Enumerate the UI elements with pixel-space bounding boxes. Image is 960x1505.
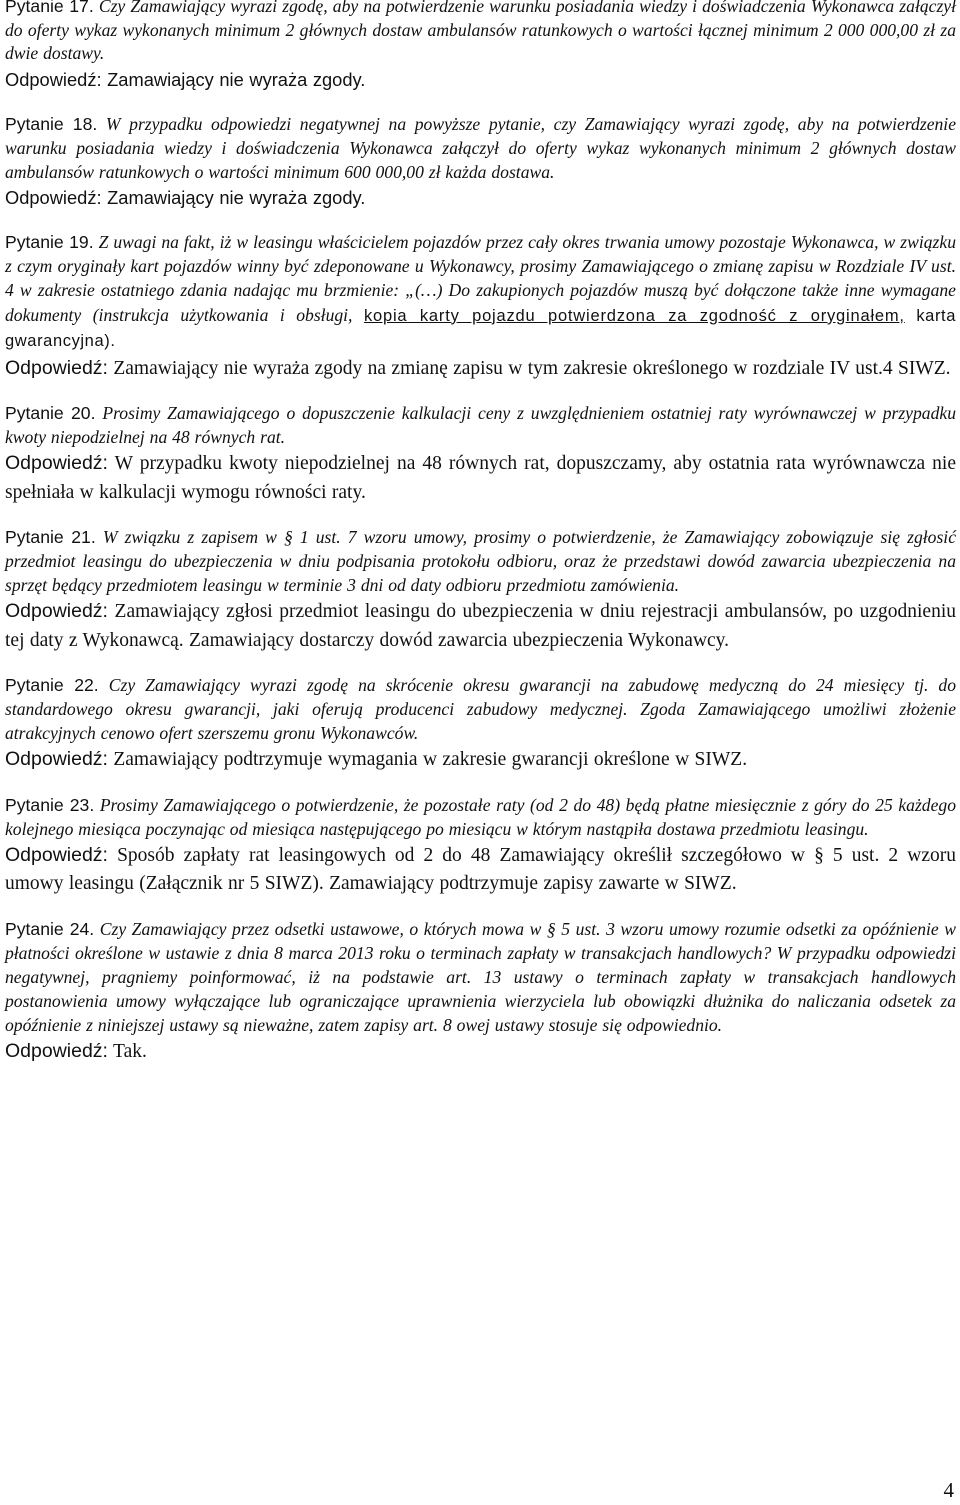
answer-24-text: Tak.: [113, 1040, 147, 1062]
question-19-underlined-text: kopia karty pojazdu potwierdzona za zgodność z oryginałem,: [363, 306, 905, 325]
question-18-label: Pytanie 18.: [5, 113, 98, 134]
answer-18: [5, 184, 956, 212]
question-23-text: Prosimy Zamawiającego o potwierdzenie, że pozostałe raty (od 2 do 48) będą płatne miesięcznie z góry do 25 każdego kolejnego miesiąca poczynając od miesiąca następującego po miesiącu w którym nastąpiła dostawa przedmiotu leasingu.: [5, 794, 956, 839]
question-17-block: [5, 0, 956, 94]
question-18-text: W przypadku odpowiedzi negatywnej na powyższe pytanie, czy Zamawiający wyrazi zgodę, aby na potwierdzenie warunku posiadania wiedzy i doświadczenia Wykonawca załączył do oferty wykaz wykonanych minimum 2 głównych dostaw ambulansów ratunkowych o wartości minimum 600 000,00 zł każda dostawa.: [5, 113, 956, 182]
question-24-label: Pytanie 24.: [5, 918, 95, 939]
question-21-text: W związku z zapisem w § 1 ust. 7 wzoru umowy, prosimy o potwierdzenie, że Zamawiający zobowiązuje się zgłosić przedmiot leasingu do ubezpieczenia w dniu podpisania protokołu odbioru, oraz że przedstawi dowód zawarcia ubezpieczenia na sprzęt będący przedmiotem leasingu w terminie 3 dni od daty odbioru przedmiotu zamówienia.: [5, 527, 956, 596]
question-24-text: Czy Zamawiający przez odsetki ustawowe, o których mowa w § 5 ust. 3 wzoru umowy rozumie odsetki za opóźnienie w płatności określone w ustawie z dnia 8 marca 2013 roku o terminach zapłaty w transakcjach handlowych? W przypadku odpowiedzi negatywnej, pragniemy poinformować, iż na podstawie art. 13 ustawy o terminach zapłaty w transakcjach handlowych postanowienia umowy wyłączające lub ograniczające uprawnienia wierzyciela lub obowiązki dłużnika do naliczania odsetek za opóźnienie z niniejszej ustawy są nieważne, zatem zapisy art. 8 owej ustawy stosuje się odpowiednio.: [5, 918, 956, 1035]
answer-20-label: Odpowiedź:: [5, 452, 108, 475]
question-17-text: Czy Zamawiający wyrazi zgodę, aby na potwierdzenie warunku posiadania wiedzy i doświadczenia Wykonawca załączył do oferty wykaz wykonanych minimum 2 głównych dostaw ambulansów ratunkowych o wartości łącznej minimum 2 000 000,00 zł za dwie dostawy.: [5, 0, 956, 63]
answer-20: [5, 449, 956, 507]
question-20-text: Prosimy Zamawiającego o dopuszczenie kalkulacji ceny z uwzględnieniem ostatniej raty wyrównawczej w przypadku kwoty niepodzielnej na 48 równych rat.: [5, 403, 956, 448]
question-20-block: [5, 401, 956, 507]
question-19-text: Z uwagi na fakt, iż w leasingu właścicielem pojazdów przez cały okres trwania umowy pozostaje Wykonawca, w związku z czym oryginały kart pojazdów winny być zdeponowane u Wykonawcy, prosimy Zamawiającego o zmianę zapisu w Rozdziale IV ust. 4 w zakresie ostatniego zdania nadając mu brzmienie: „(…) Do zakupionych pojazdów muszą być dołączone także inne wymagane dokumenty (instrukcja użytkowania i obsługi,: [5, 231, 956, 325]
question-20: [5, 401, 956, 449]
answer-23-label: Odpowiedź:: [5, 843, 108, 866]
answer-22: [5, 745, 956, 775]
answer-18-label: Odpowiedź:: [5, 186, 102, 208]
question-18: [5, 112, 956, 184]
page-number: 4: [943, 1478, 954, 1502]
question-19: [5, 230, 956, 354]
answer-19-label: Odpowiedź:: [5, 356, 108, 379]
answer-21-label: Odpowiedź:: [5, 600, 108, 623]
question-18-block: [5, 112, 956, 212]
question-24-block: [5, 917, 956, 1067]
question-20-label: Pytanie 20.: [5, 403, 96, 424]
answer-17: [5, 66, 956, 94]
question-22: [5, 673, 956, 745]
answer-18-text: Zamawiający nie wyraża zgody.: [107, 186, 366, 208]
answer-24-label: Odpowiedź:: [5, 1039, 108, 1062]
answer-17-text: Zamawiający nie wyraża zgody.: [107, 68, 366, 90]
question-21: [5, 525, 956, 597]
answer-24: [5, 1037, 956, 1067]
answer-19: [5, 354, 956, 384]
question-23: [5, 793, 956, 841]
answer-20-text: W przypadku kwoty niepodzielnej na 48 równych rat, dopuszczamy, aby ostatnia rata wyrównawcza nie spełniała w kalkulacji wymogu równości raty.: [5, 453, 956, 503]
question-21-block: [5, 525, 956, 655]
answer-23: [5, 841, 956, 899]
question-17: [5, 0, 956, 66]
document-page: [5, 0, 956, 1084]
answer-21: [5, 597, 956, 655]
question-21-label: Pytanie 21.: [5, 527, 96, 548]
question-22-text: Czy Zamawiający wyrazi zgodę na skrócenie okresu gwarancji na zabudowę medyczną do 24 miesięcy tj. do standardowego okresu gwarancji, jaki oferują producenci zabudowy medycznej. Zgoda Zamawiającego umożliwi złożenie atrakcyjnych cenowo ofert szerszemu gronu Wykonawców.: [5, 675, 956, 744]
answer-19-text: Zamawiający nie wyraża zgody na zmianę zapisu w tym zakresie określonego w rozdziale IV ust.4 SIWZ.: [113, 357, 951, 379]
question-22-label: Pytanie 22.: [5, 675, 99, 696]
question-19-text-end: karta gwarancyjna).: [5, 306, 957, 351]
answer-22-text: Zamawiający podtrzymuje wymagania w zakresie gwarancji określone w SIWZ.: [113, 749, 748, 771]
question-19-block: [5, 230, 956, 384]
answer-22-label: Odpowiedź:: [5, 748, 108, 771]
answer-21-text: Zamawiający zgłosi przedmiot leasingu do ubezpieczenia w dniu rejestracji ambulansów, po uzgodnieniu tej daty z Wykonawcą. Zamawiający dostarczy dowód zawarcia ubezpieczenia Wykonawcy.: [5, 601, 956, 651]
question-19-label: Pytanie 19.: [5, 231, 94, 252]
answer-17-label: Odpowiedź:: [5, 68, 102, 90]
question-24: [5, 917, 956, 1037]
question-22-block: [5, 673, 956, 775]
answer-23-text: Sposób zapłaty rat leasingowych od 2 do 48 Zamawiający określił szczegółowo w § 5 ust. 2 wzoru umowy leasingu (Załącznik nr 5 SIWZ). Zamawiający podtrzymuje zapisy zawarte w SIWZ.: [5, 844, 956, 895]
question-23-label: Pytanie 23.: [5, 794, 95, 815]
question-17-label: Pytanie 17.: [5, 0, 94, 16]
question-23-block: [5, 793, 956, 899]
